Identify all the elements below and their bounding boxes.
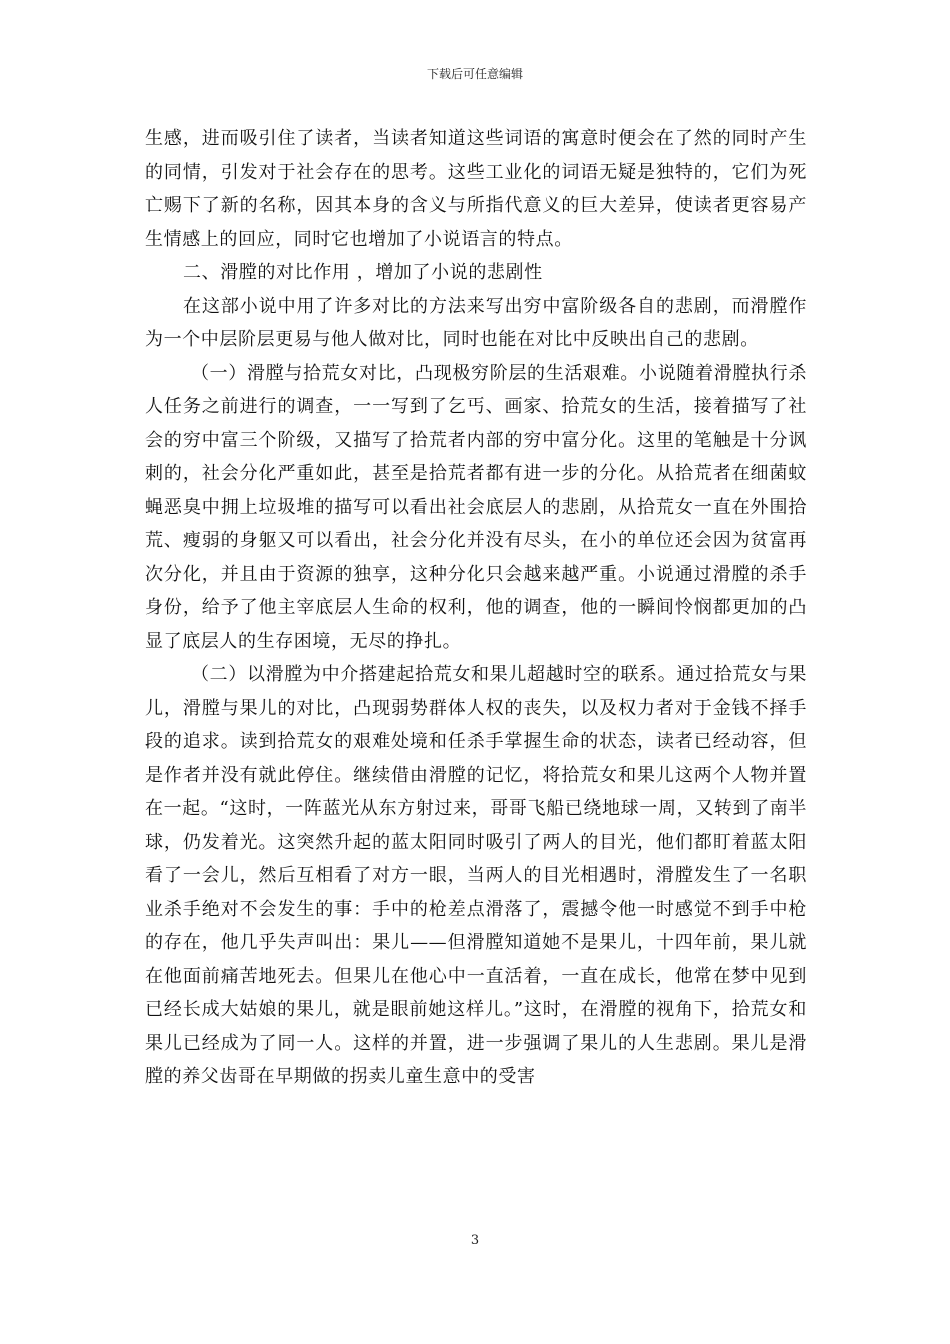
document-body xyxy=(145,122,807,1094)
paragraph-subsection-two: （二）以滑膛为中介搭建起拾荒女和果儿超越时空的联系。通过拾荒女与果儿，滑膛与果儿的对比，凸现弱势群体人权的丧失，以及权力者对于金钱不择手段的追求。读到拾荒女的艰难处境和任杀手掌握生命的状态，读者已经动容，但是作者并没有就此停住。继续借由滑膛的记忆，将拾荒女和果儿这两个人物并置在一起。“这时，一阵蓝光从东方射过来，哥哥飞船已绕地球一周，又转到了南半球，仍发着光。这突然升起的蓝太阳同时吸引了两人的目光，他们都盯着蓝太阳看了一会儿，然后互相看了对方一眼，当两人的目光相遇时，滑膛发生了一名职业杀手绝对不会发生的事：手中的枪差点滑落了，震撼令他一时感觉不到手中枪的存在，他几乎失声叫出：果儿——但滑膛知道她不是果儿，十四年前，果儿就在他面前痛苦地死去。但果儿在他心中一直活着，一直在成长，他常在梦中见到已经长成大姑娘的果儿，就是眼前她这样儿。”这时，在滑膛的视角下，拾荒女和果儿已经成为了同一人。这样的并置，进一步强调了果儿的人生悲剧。果儿是滑膛的养父齿哥在早期做的拐卖儿童生意中的受害 xyxy=(145,664,807,1087)
paragraph-subsection-one: （一）滑膛与拾荒女对比，凸现极穷阶层的生活艰难。小说随着滑膛执行杀人任务之前进行的调查，一一写到了乞丐、画家、拾荒女的生活，接着描写了社会的穷中富三个阶级，又描写了拾荒者内部的穷中富分化。这里的笔触是十分讽刺的，社会分化严重如此，甚至是拾荒者都有进一步的分化。从拾荒者在细菌蚊蝇恶臭中拥上垃圾堆的描写可以看出社会底层人的悲剧，从拾荒女一直在外围拾荒、瘦弱的身躯又可以看出，社会分化并没有尽头，在小的单位还会因为贫富再次分化，并且由于资源的独享，这种分化只会越来越严重。小说通过滑膛的杀手身份，给予了他主宰底层人生命的权利，他的调查，他的一瞬间怜悯都更加的凸显了底层人的生存困境，无尽的挣扎。 xyxy=(145,362,807,652)
page-number: 3 xyxy=(470,1233,480,1248)
section-heading: 二、滑膛的对比作用 ，增加了小说的悲剧性 xyxy=(183,262,543,283)
paragraph-intro: 在这部小说中用了许多对比的方法来写出穷中富阶级各自的悲剧，而滑膛作为一个中层阶层更易与他人做对比，同时也能在对比中反映出自己的悲剧。 xyxy=(145,295,807,350)
page-header: 下载后可任意编辑 xyxy=(426,67,523,81)
paragraph-continuation: 生感，进而吸引住了读者，当读者知道这些词语的寓意时便会在了然的同时产生的同情，引发对于社会存在的思考。这些工业化的词语无疑是独特的，它们为死亡赐下了新的名称，因其本身的含义与所指代意义的巨大差异，使读者更容易产生情感上的回应，同时它也增加了小说语言的特点。 xyxy=(145,128,807,250)
